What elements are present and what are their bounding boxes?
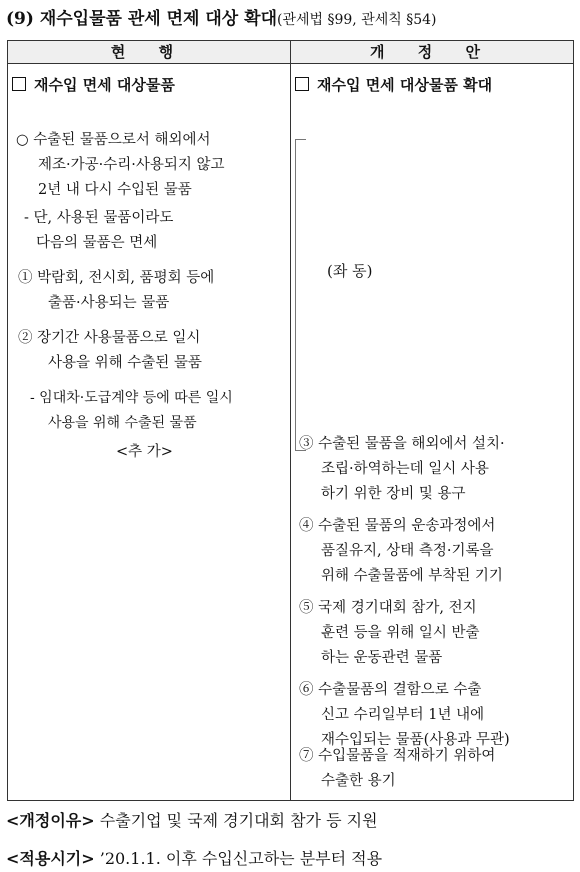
item-line: 하는 운동관련 물품 <box>321 650 443 666</box>
left-item-5 <box>30 386 233 436</box>
item-line: 신고 수리일부터 1년 내에 <box>321 707 485 723</box>
item-line: 수출한 용기 <box>321 773 396 789</box>
proposed-heading-text: 재수입 면세 대상물품 확대 <box>317 76 493 94</box>
same-as-left-note: (좌 동) <box>327 262 373 280</box>
item-line: ⑤ 국제 경기대회 참가, 전지 <box>299 600 477 616</box>
right-item-4 <box>299 514 503 589</box>
item-line: - 단, 사용된 물품이라도 <box>24 210 174 226</box>
item-line: ⑥ 수출물품의 결함으로 수출 <box>299 682 482 698</box>
proposed-heading <box>295 74 492 95</box>
add-note: <추 가> <box>116 444 173 460</box>
item-line: 2년 내 다시 수입된 물품 <box>38 182 192 198</box>
item-line: 하기 위한 장비 및 용구 <box>321 486 466 502</box>
effective-date <box>6 846 382 869</box>
left-item-4 <box>18 326 202 376</box>
proposed-column <box>291 64 574 801</box>
item-line: 재수입되는 물품(사용과 무관) <box>321 732 510 748</box>
comparison-table <box>7 40 574 801</box>
item-line: 사용을 위해 수출된 물품 <box>48 415 197 431</box>
item-line: ② 장기간 사용물품으로 일시 <box>18 330 201 346</box>
item-line: ④ 수출된 물품의 운송과정에서 <box>299 518 496 534</box>
item-line: 품질유지, 상태 측정·기록을 <box>321 543 494 559</box>
item-line: ① 박람회, 전시회, 품평회 등에 <box>18 270 215 286</box>
item-line: - 임대차·도급계약 등에 따른 일시 <box>30 390 233 406</box>
item-line: 훈련 등을 위해 일시 반출 <box>321 625 480 641</box>
right-item-5 <box>299 596 480 671</box>
amendment-reason-text: 수출기업 및 국제 경기대회 참가 등 지원 <box>99 811 378 830</box>
left-item-3 <box>18 266 214 316</box>
item-line: 다음의 물품은 면세 <box>36 235 158 251</box>
amendment-reason <box>6 808 378 831</box>
item-line: ③ 수출된 물품을 해외에서 설치· <box>299 436 505 452</box>
item-line: ⑦ 수입물품을 적재하기 위하여 <box>299 748 496 764</box>
item-line: 위해 수출물품에 부착된 기기 <box>321 568 503 584</box>
current-heading-text: 재수입 면세 대상물품 <box>34 76 175 94</box>
amendment-reason-label: <개정이유> <box>6 811 95 830</box>
right-item-7 <box>299 744 495 794</box>
same-as-left-bracket <box>295 139 306 451</box>
checkbox-square-icon <box>12 77 26 91</box>
right-item-6 <box>299 678 510 753</box>
item-line: 제조·가공·수리·사용되지 않고 <box>38 157 225 173</box>
checkbox-square-icon <box>295 77 309 91</box>
section-title-main: (9) 재수입물품 관세 면제 대상 확대 <box>6 9 277 29</box>
item-line: 출품·사용되는 물품 <box>48 295 170 311</box>
item-line: 조립·하역하는데 일시 사용 <box>321 461 489 477</box>
left-item-1 <box>16 128 225 203</box>
proposed-column-header: 개 정 안 <box>291 41 574 64</box>
item-line: ○ 수출된 물품으로서 해외에서 <box>16 132 211 148</box>
item-line: 사용을 위해 수출된 물품 <box>48 355 202 371</box>
law-reference: (관세법 §99, 관세칙 §54) <box>277 12 437 28</box>
effective-date-label: <적용시기> <box>6 849 95 868</box>
right-item-3 <box>299 432 505 507</box>
left-item-2 <box>24 206 173 256</box>
current-heading <box>12 74 175 95</box>
current-column <box>8 64 291 801</box>
current-column-header: 현 행 <box>8 41 291 64</box>
effective-date-text: ’20.1.1. 이후 수입신고하는 분부터 적용 <box>99 849 383 868</box>
section-title <box>6 4 437 29</box>
